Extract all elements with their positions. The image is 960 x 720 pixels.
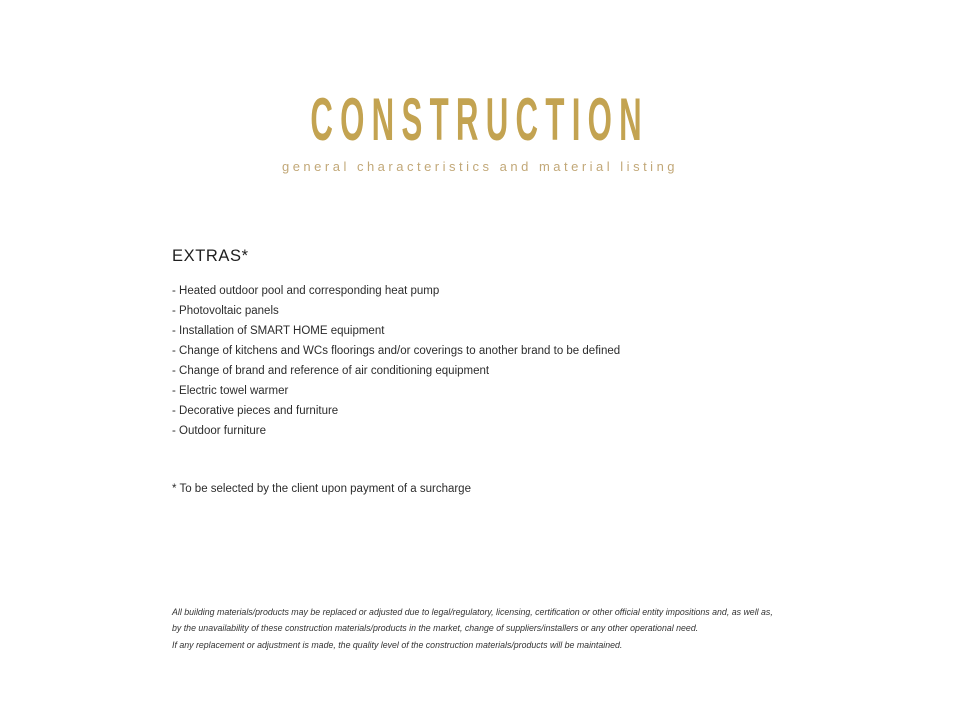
disclaimer-line: by the unavailability of these construction materials/products in the market, change of suppliers/installers or any other operational need. <box>172 623 699 634</box>
extras-heading: EXTRAS* <box>172 247 249 265</box>
surcharge-note: * To be selected by the client upon payment of a surcharge <box>172 483 471 495</box>
list-item: - Installation of SMART HOME equipment <box>172 325 385 337</box>
list-item: - Electric towel warmer <box>172 385 289 397</box>
disclaimer-block <box>172 604 773 653</box>
list-item: - Change of brand and reference of air conditioning equipment <box>172 365 490 377</box>
page-subtitle: general characteristics and material listing <box>281 159 679 174</box>
list-item: - Heated outdoor pool and corresponding heat pump <box>172 285 440 297</box>
extras-list <box>172 281 620 441</box>
title-block <box>0 86 960 153</box>
page-title: CONSTRUCTION <box>310 86 650 153</box>
disclaimer-line: If any replacement or adjustment is made, the quality level of the construction materials/products will be maintained. <box>172 639 623 650</box>
list-item: - Decorative pieces and furniture <box>172 405 339 417</box>
list-item: - Photovoltaic panels <box>172 305 279 317</box>
disclaimer-line: All building materials/products may be replaced or adjusted due to legal/regulatory, licensing, certification or other official entity impositions and, as well as, <box>172 607 773 617</box>
list-item: - Change of kitchens and WCs floorings and/or coverings to another brand to be defined <box>172 345 621 357</box>
list-item: - Outdoor furniture <box>172 425 266 437</box>
